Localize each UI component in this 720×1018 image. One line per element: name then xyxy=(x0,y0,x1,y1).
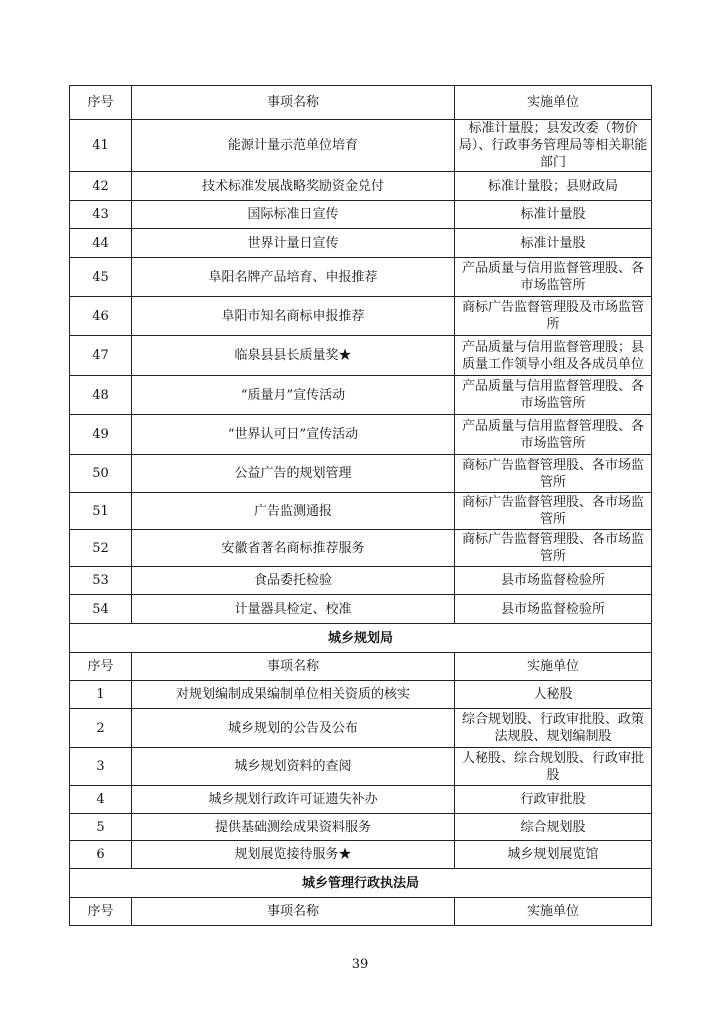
row-unit: 标准计量股 xyxy=(455,229,652,258)
header-no: 序号 xyxy=(70,898,132,926)
row-no: 49 xyxy=(70,415,132,455)
row-unit: 商标广告监督管理股、各市场监管所 xyxy=(455,530,652,567)
row-item: “质量月”宣传活动 xyxy=(132,376,455,415)
table-row xyxy=(70,681,652,709)
row-item: 食品委托检验 xyxy=(132,567,455,595)
row-unit: 产品质量与信用监督管理股、各市场监管所 xyxy=(455,376,652,415)
row-unit: 综合规划股 xyxy=(455,814,652,841)
service-items-table xyxy=(69,85,652,926)
table-row xyxy=(70,786,652,814)
row-no: 5 xyxy=(70,814,132,841)
row-item: 计量器具检定、校准 xyxy=(132,595,455,624)
row-no: 50 xyxy=(70,455,132,493)
table-header-row xyxy=(70,86,652,120)
row-no: 43 xyxy=(70,201,132,229)
row-unit: 行政审批股 xyxy=(455,786,652,814)
row-unit: 标准计量股；县财政局 xyxy=(455,172,652,201)
row-item: 对规划编制成果编制单位相关资质的核实 xyxy=(132,681,455,709)
row-item: 世界计量日宣传 xyxy=(132,229,455,258)
row-unit: 城乡规划展览馆 xyxy=(455,841,652,869)
table-row xyxy=(70,748,652,786)
row-item: 国际标准日宣传 xyxy=(132,201,455,229)
row-unit: 产品质量与信用监督管理股、各市场监管所 xyxy=(455,258,652,297)
table-row xyxy=(70,709,652,748)
table-row xyxy=(70,455,652,493)
table-row xyxy=(70,229,652,258)
row-item: 城乡规划行政许可证遗失补办 xyxy=(132,786,455,814)
table-row xyxy=(70,814,652,841)
row-item: 公益广告的规划管理 xyxy=(132,455,455,493)
row-no: 46 xyxy=(70,297,132,336)
row-no: 53 xyxy=(70,567,132,595)
row-item: 广告监测通报 xyxy=(132,493,455,530)
row-unit: 县市场监督检验所 xyxy=(455,595,652,624)
row-no: 45 xyxy=(70,258,132,297)
row-item: 城乡规划资料的查阅 xyxy=(132,748,455,786)
row-unit: 产品质量与信用监督管理股、各市场监管所 xyxy=(455,415,652,455)
row-unit: 县市场监督检验所 xyxy=(455,567,652,595)
section-title: 城乡管理行政执法局 xyxy=(70,869,652,898)
section-title-row xyxy=(70,869,652,898)
table-header-row xyxy=(70,898,652,926)
section-title-row xyxy=(70,624,652,653)
table-row xyxy=(70,595,652,624)
page-number: 39 xyxy=(351,957,369,972)
table-row xyxy=(70,201,652,229)
table-row xyxy=(70,415,652,455)
row-no: 44 xyxy=(70,229,132,258)
row-item: “世界认可日”宣传活动 xyxy=(132,415,455,455)
table-row xyxy=(70,172,652,201)
row-no: 51 xyxy=(70,493,132,530)
row-no: 1 xyxy=(70,681,132,709)
row-item: 城乡规划的公告及公布 xyxy=(132,709,455,748)
header-no: 序号 xyxy=(70,86,132,120)
row-no: 4 xyxy=(70,786,132,814)
header-item: 事项名称 xyxy=(132,86,455,120)
row-no: 2 xyxy=(70,709,132,748)
row-item: 安徽省著名商标推荐服务 xyxy=(132,530,455,567)
header-unit: 实施单位 xyxy=(455,898,652,926)
header-unit: 实施单位 xyxy=(455,653,652,681)
table-row xyxy=(70,297,652,336)
row-no: 52 xyxy=(70,530,132,567)
table-header-row xyxy=(70,653,652,681)
row-unit: 商标广告监督管理股及市场监管所 xyxy=(455,297,652,336)
row-unit: 商标广告监督管理股、各市场监管所 xyxy=(455,493,652,530)
row-no: 41 xyxy=(70,120,132,172)
section-title: 城乡规划局 xyxy=(70,624,652,653)
row-unit: 人秘股 xyxy=(455,681,652,709)
header-no: 序号 xyxy=(70,653,132,681)
table-row xyxy=(70,567,652,595)
table-row xyxy=(70,493,652,530)
row-no: 54 xyxy=(70,595,132,624)
table-row xyxy=(70,530,652,567)
row-unit: 标准计量股 xyxy=(455,201,652,229)
row-unit: 人秘股、综合规划股、行政审批股 xyxy=(455,748,652,786)
row-unit: 商标广告监督管理股、各市场监管所 xyxy=(455,455,652,493)
row-no: 47 xyxy=(70,336,132,376)
row-item: 规划展览接待服务★ xyxy=(132,841,455,869)
row-no: 48 xyxy=(70,376,132,415)
table-row xyxy=(70,258,652,297)
row-no: 6 xyxy=(70,841,132,869)
row-item: 提供基础测绘成果资料服务 xyxy=(132,814,455,841)
row-item: 阜阳名牌产品培育、申报推荐 xyxy=(132,258,455,297)
table-row xyxy=(70,120,652,172)
header-unit: 实施单位 xyxy=(455,86,652,120)
header-item: 事项名称 xyxy=(132,653,455,681)
table-row xyxy=(70,376,652,415)
row-item: 临泉县县长质量奖★ xyxy=(132,336,455,376)
row-item: 阜阳市知名商标申报推荐 xyxy=(132,297,455,336)
row-unit: 产品质量与信用监督管理股；县质量工作领导小组及各成员单位 xyxy=(455,336,652,376)
table-row xyxy=(70,336,652,376)
row-unit: 综合规划股、行政审批股、政策法规股、规划编制股 xyxy=(455,709,652,748)
row-no: 42 xyxy=(70,172,132,201)
row-item: 技术标准发展战略奖励资金兑付 xyxy=(132,172,455,201)
row-no: 3 xyxy=(70,748,132,786)
row-item: 能源计量示范单位培育 xyxy=(132,120,455,172)
row-unit: 标准计量股；县发改委（物价局）、行政事务管理局等相关职能部门 xyxy=(455,120,652,172)
table-row xyxy=(70,841,652,869)
header-item: 事项名称 xyxy=(132,898,455,926)
